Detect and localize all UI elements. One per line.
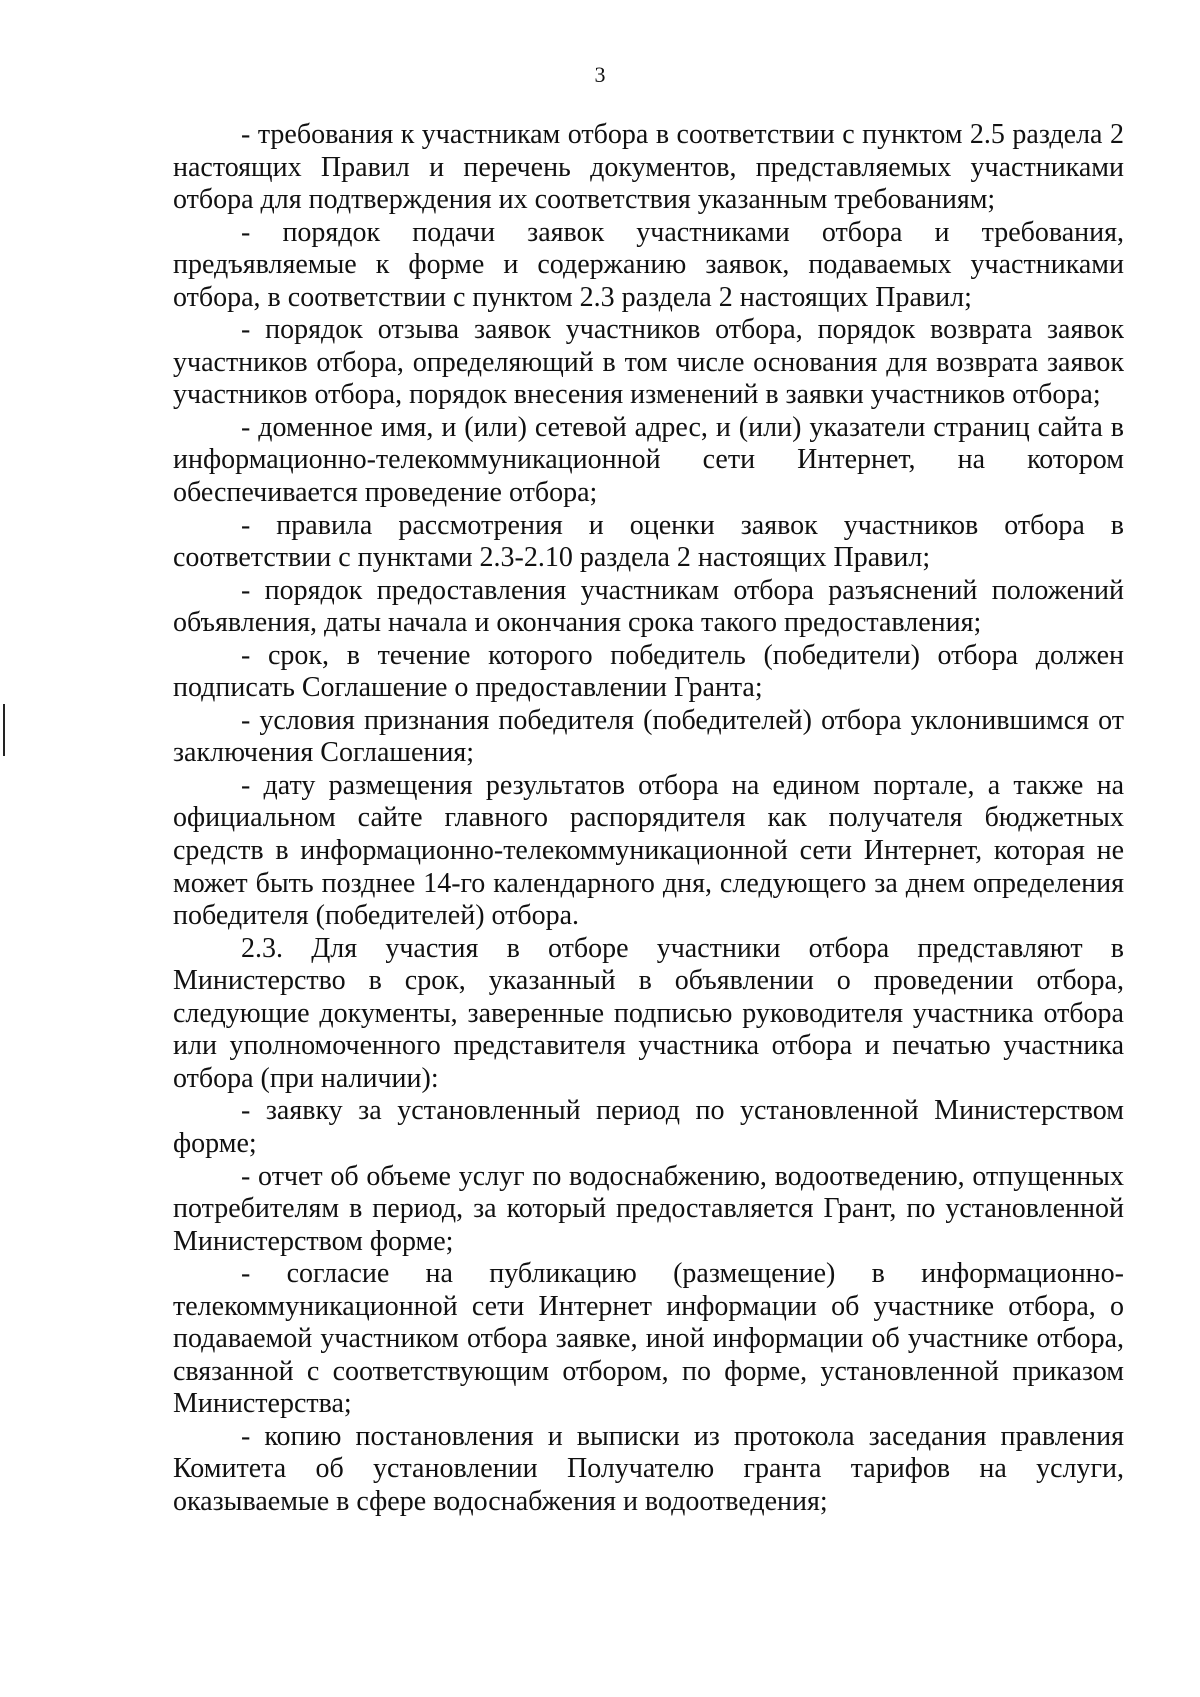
paragraph-domain-name: - доменное имя, и (или) сетевой адрес, и (или) указатели страниц сайта в информационно-телекоммуникационной сети Интернет, на котором обеспечивается проведение отбора; (173, 411, 1124, 509)
paragraph-withdrawal-order: - порядок отзыва заявок участников отбора, порядок возврата заявок участников отбора, определяющий в том числе основания для возврата заявок участников отбора, порядок внесения изменений в заявки участников отбора; (173, 314, 1124, 411)
paragraph-requirements: - требования к участникам отбора в соответствии с пунктом 2.5 раздела 2 настоящих Правил и перечень документов, представляемых участниками отбора для подтверждения их соответствия указанным требованиям; (173, 119, 1124, 216)
paragraph-services-report: - отчет об объеме услуг по водоснабжению, водоотведению, отпущенных потребителям в период, за который предоставляется Грант, по установленной Министерством форме; (173, 1160, 1124, 1257)
scan-edge-mark (3, 704, 5, 756)
paragraph-section-2-3: 2.3. Для участия в отборе участники отбора представляют в Министерство в срок, указанный в объявлении о проведении отбора, следующие документы, заверенные подписью руководителя участника отбора или уполномоченного представителя участника отбора и печатью участника отбора (при наличии): (173, 932, 1124, 1094)
paragraph-resolution-copy: - копию постановления и выписки из протокола заседания правления Комитета об установлении Получателю гранта тарифов на услуги, оказываемые в сфере водоснабжения и водоотведения; (173, 1420, 1124, 1517)
paragraph-application-order: - порядок подачи заявок участниками отбора и требования, предъявляемые к форме и содержанию заявок, подаваемых участниками отбора, в соответствии с пунктом 2.3 раздела 2 настоящих Правил; (173, 216, 1124, 313)
paragraph-clarifications: - порядок предоставления участникам отбора разъяснений положений объявления, даты начала и окончания срока такого предоставления; (173, 574, 1124, 639)
paragraph-signing-deadline: - срок, в течение которого победитель (победители) отбора должен подписать Соглашение о предоставлении Гранта; (173, 639, 1124, 704)
paragraph-evasion-conditions: - условия признания победителя (победителей) отбора уклонившимся от заключения Соглашения; (173, 704, 1124, 769)
page-number: 3 (594, 62, 606, 87)
document-body (173, 119, 1124, 1519)
paragraph-review-rules: - правила рассмотрения и оценки заявок участников отбора в соответствии с пунктами 2.3-2.10 раздела 2 настоящих Правил; (173, 509, 1124, 574)
paragraph-publication-consent: - согласие на публикацию (размещение) в информационно-телекоммуникационной сети Интернет информации об участнике отбора, о подаваемой участником отбора заявке, иной информации об участнике отбора, связанной с соответствующим отбором, по форме, установленной приказом Министерства; (173, 1258, 1124, 1420)
paragraph-results-date: - дату размещения результатов отбора на едином портале, а также на официальном сайте главного распорядителя как получателя бюджетных средств в информационно-телекоммуникационной сети Интернет, которая не может быть позднее 14-го календарного дня, следующего за днем определения победителя (победителей) отбора. (173, 769, 1124, 932)
paragraph-application-form: - заявку за установленный период по установленной Министерством форме; (173, 1095, 1124, 1159)
